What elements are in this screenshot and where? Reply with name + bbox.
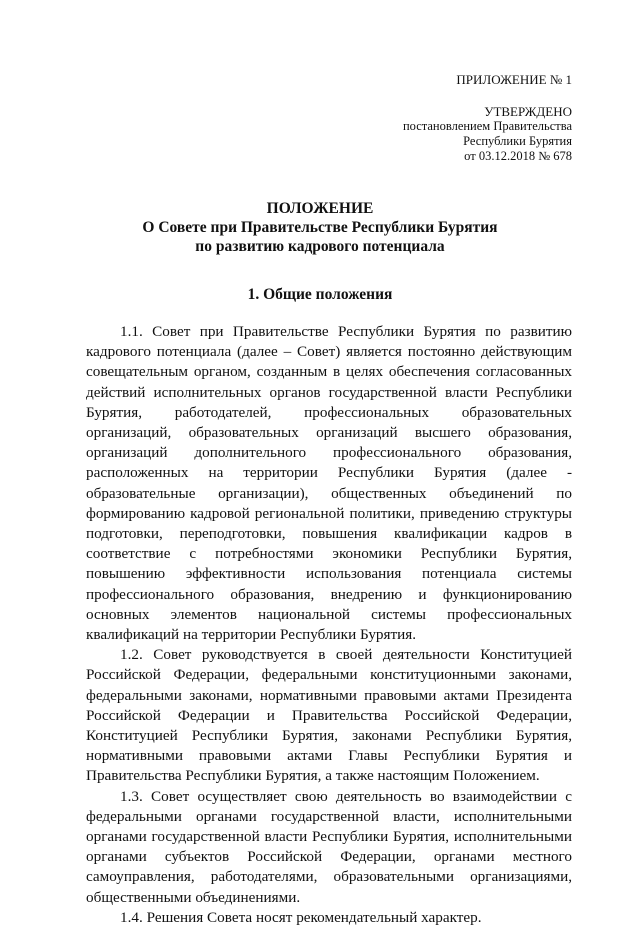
document-body — [86, 322, 572, 928]
paragraph-1-4: 1.4. Решения Совета носят рекомендательный характер. — [120, 908, 482, 926]
approved-by-republic: Республики Бурятия — [463, 134, 572, 148]
title-line-1: ПОЛОЖЕНИЕ — [266, 200, 374, 217]
title-line-3: по развитию кадрового потенциала — [195, 238, 445, 255]
document-title — [0, 199, 640, 256]
approved-by-line: постановлением Правительства — [402, 119, 572, 133]
appendix-number: ПРИЛОЖЕНИЕ № 1 — [456, 72, 572, 87]
resolution-date-number: от 03.12.2018 № 678 — [464, 149, 572, 163]
section-heading: 1. Общие положения — [247, 286, 393, 303]
paragraph-1-2: 1.2. Совет руководствуется в своей деятельности Конституцией Российской Федерации, федеральными конституционными законами, федеральными законами, нормативными правовыми актами Президента Российской Федерации и Правительства Российской Федерации, Конституцией Республики Бурятия, законами Республики Бурятия, нормативными правовыми актами Главы Республики Бурятия и Правительства Республики Бурятия, а также настоящим Положением. — [86, 646, 572, 785]
approval-header — [403, 72, 572, 164]
paragraph-1-1: 1.1. Совет при Правительстве Республики Бурятия по развитию кадрового потенциала (далее – Совет) является постоянно действующим совещательным органом, созданным в целях обеспечения согласованных действий исполнительных органов государственной власти Республики Бурятия, работодателей, профессиональных образовательных организаций, образовательных организаций высшего образования, организаций дополнительного профессионального образования, расположенных на территории Республики Бурятия (далее - образовательные организации), общественных объединений по формированию кадровой региональной политики, приведению структуры подготовки, переподготовки, повышения квалификации кадров в соответствие с потребностями экономики Республики Бурятия, повышению эффективности использования потенциала системы профессионального образования, внедрению и функционированию основных элементов национальной системы профессиональных квалификаций на территории Республики Бурятия. — [86, 323, 572, 644]
title-line-2: О Совете при Правительстве Республики Бурятия — [142, 219, 498, 236]
paragraph-1-3: 1.3. Совет осуществляет свою деятельность во взаимодействии с федеральными органами государственной власти, исполнительными органами государственной власти Республики Бурятия, исполнительными органами субъектов Российской Федерации, органами местного самоуправления, работодателями, образовательными организациями, общественными объединениями. — [86, 787, 572, 906]
approved-label: УТВЕРЖДЕНО — [484, 104, 572, 119]
